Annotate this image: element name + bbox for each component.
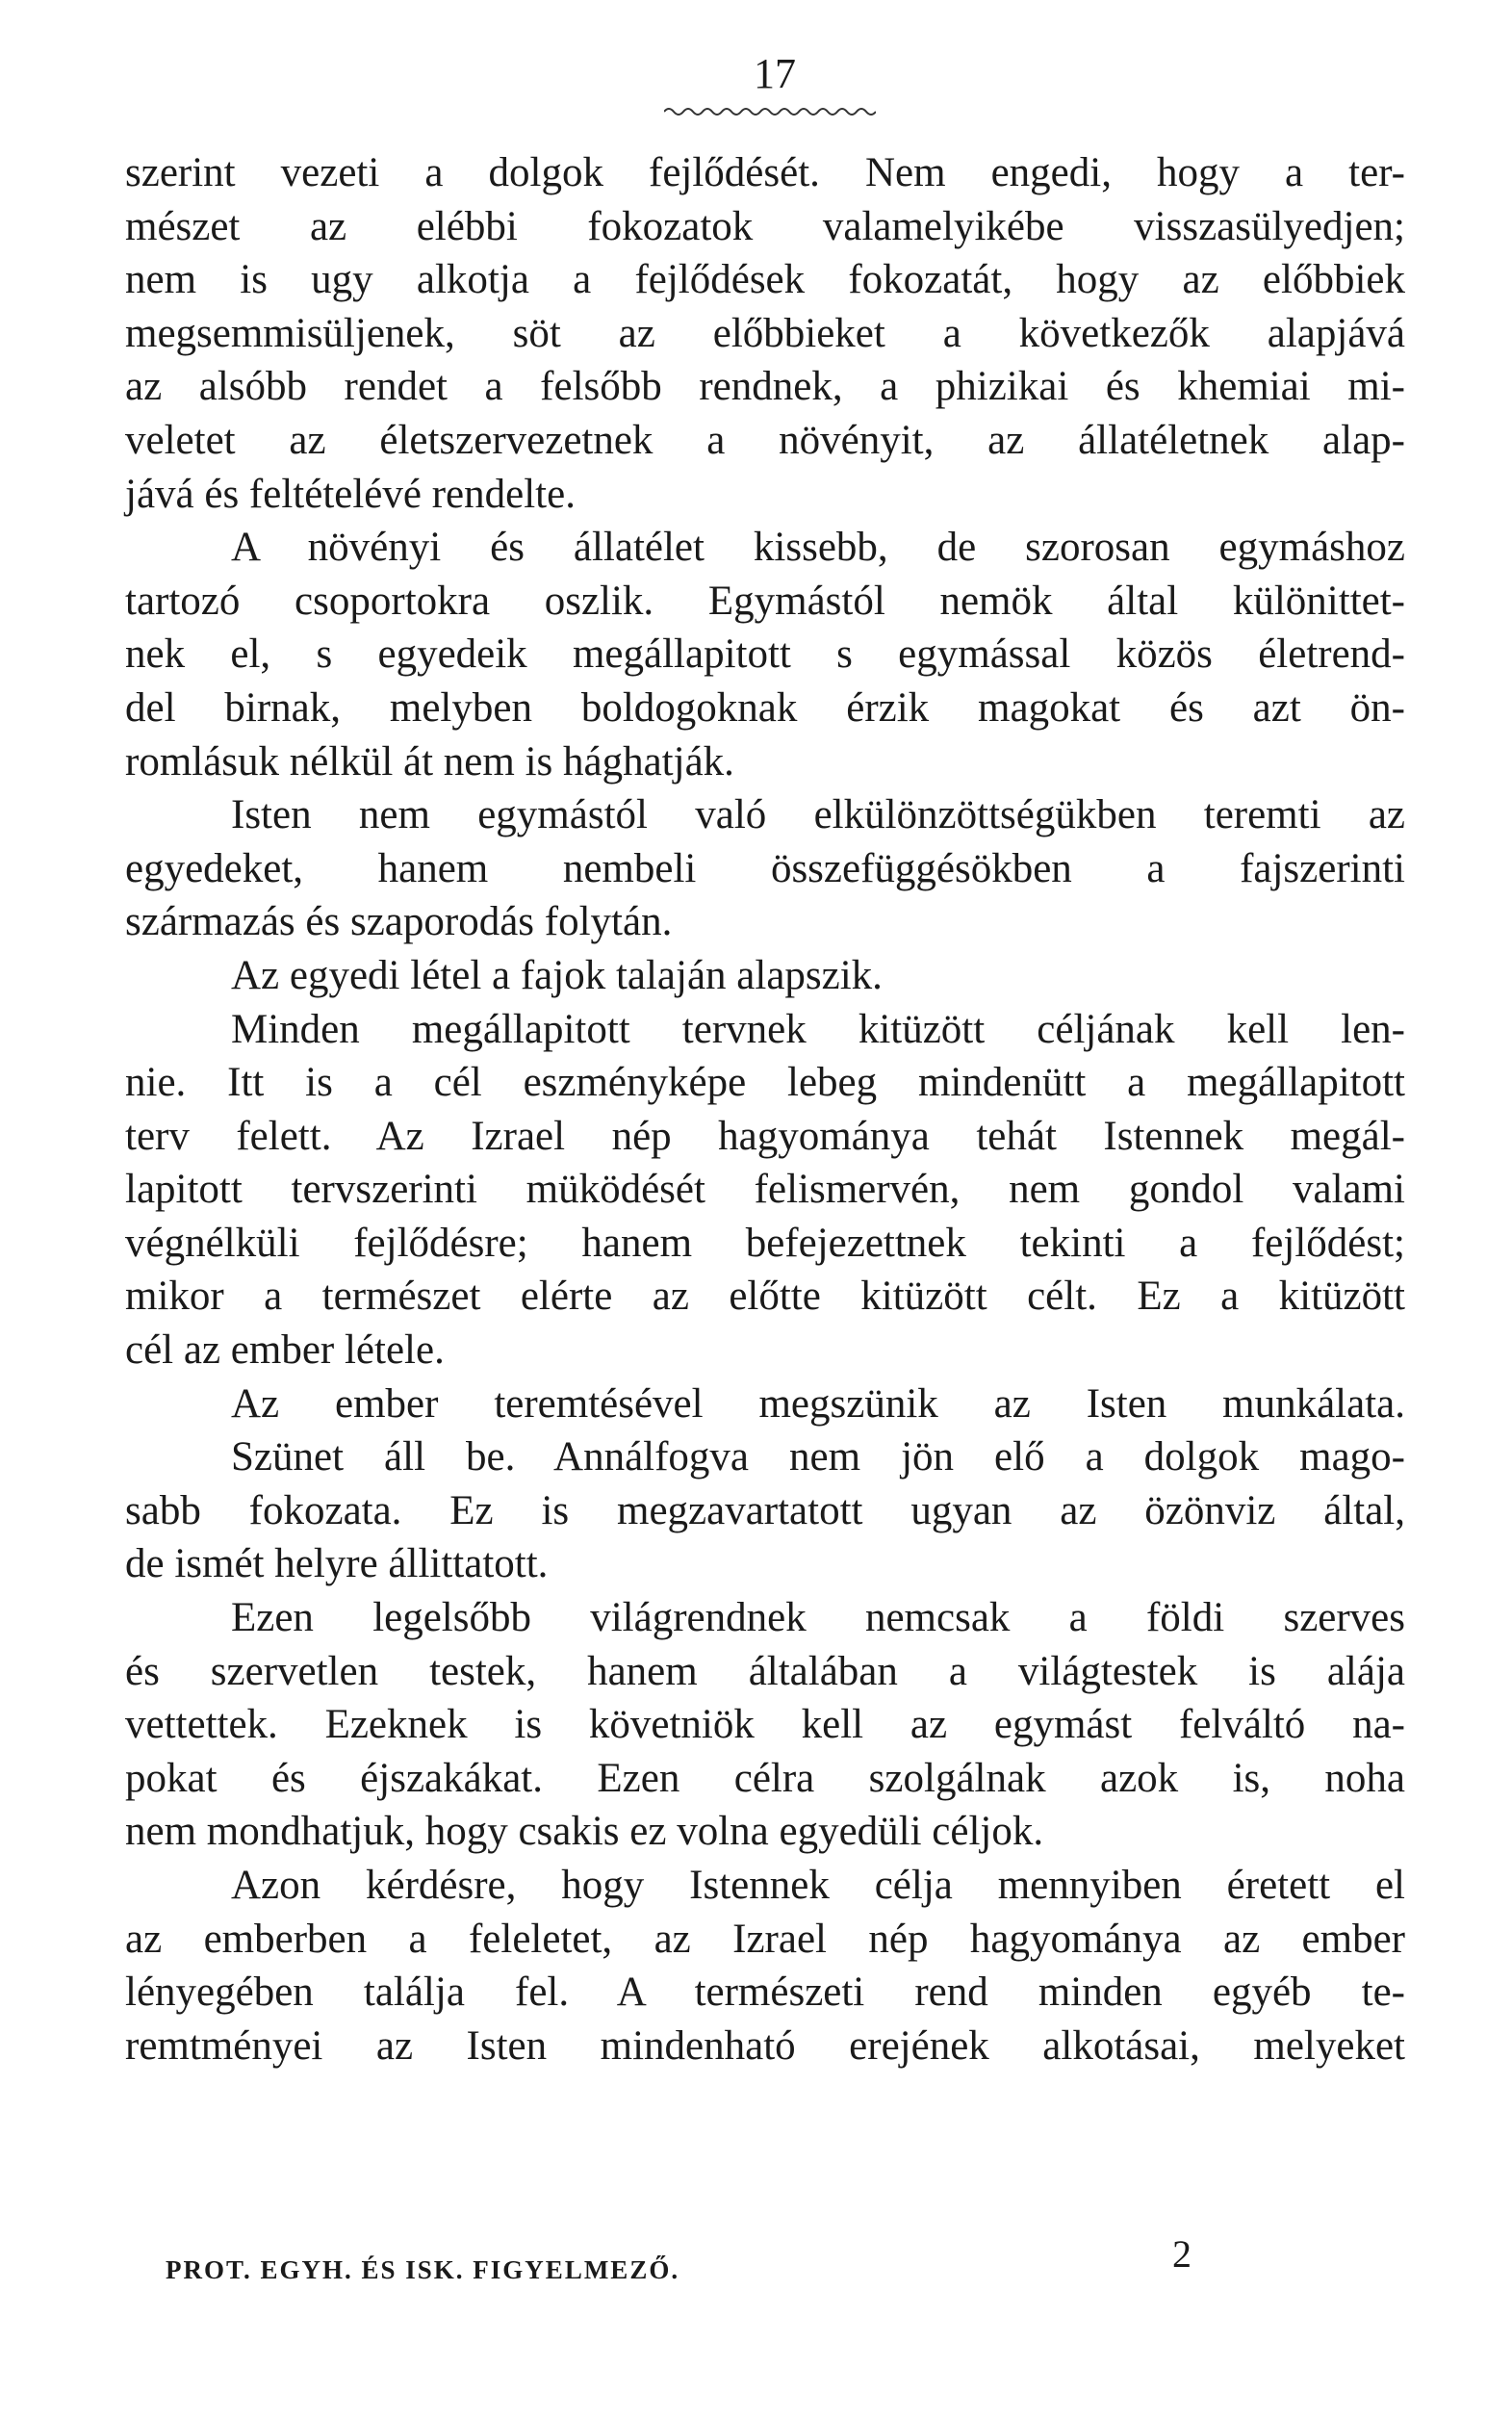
text-line: az alsóbb rendet a felsőbb rendnek, a phizikai és khemiai mi-	[125, 364, 1405, 410]
text-line: mészet az elébbi fokozatok valamelyikébe visszasülyedjen;	[125, 203, 1405, 249]
text-line: Szünet áll be. Annálfogva nem jön elő a dolgok mago-	[231, 1434, 1405, 1480]
text-line: veletet az életszervezetnek a növényit, az állatéletnek alap-	[125, 417, 1405, 463]
wavy-rule-ornament	[664, 104, 876, 119]
text-line: egyedeket, hanem nembeli összefüggésökben a fajszerinti	[125, 845, 1405, 891]
text-line: pokat és éjszakákat. Ezen célra szolgálnak azok is, noha	[125, 1755, 1405, 1801]
journal-footer: PROT. EGYH. ÉS ISK. FIGYELMEZŐ.	[166, 2255, 680, 2284]
text-line: Ezen legelsőbb világrendnek nemcsak a földi szerves	[231, 1595, 1405, 1641]
text-line: megsemmisüljenek, söt az előbbieket a következők alapjává	[125, 310, 1405, 356]
text-line: cél az ember létele.	[125, 1327, 445, 1374]
text-line: Azon kérdésre, hogy Istennek célja mennyiben éretett el	[231, 1863, 1405, 1908]
text-line: del birnak, melyben boldogoknak érzik magokat és azt ön-	[125, 684, 1405, 731]
text-line: remtményei az Isten mindenható erejének alkotásai, melyeket	[125, 2022, 1405, 2069]
text-line: vettettek. Ezeknek is követniök kell az egymást felváltó na-	[125, 1702, 1405, 1748]
text-line: terv felett. Az Izrael nép hagyománya tehát Istennek megál-	[125, 1113, 1405, 1159]
text-line: származás és szaporodás folytán.	[125, 899, 673, 945]
text-line: sabb fokozata. Ez is megzavartatott ugyan az özönviz által,	[125, 1487, 1405, 1533]
text-line: nem mondhatjuk, hogy csakis ez volna egyedüli céljok.	[125, 1809, 1044, 1855]
text-line: nie. Itt is a cél eszményképe lebeg mindenütt a megállapitott	[125, 1060, 1405, 1106]
text-line: lényegében találja fel. A természeti rend minden egyéb te-	[125, 1969, 1405, 2016]
text-line: végnélküli fejlődésre; hanem befejezettnek tekinti a fejlődést;	[125, 1220, 1405, 1266]
text-line: romlásuk nélkül át nem is hághatják.	[125, 738, 734, 785]
text-line: nem is ugy alkotja a fejlődések fokozatát, hogy az előbbiek	[125, 257, 1405, 303]
page-number: 17	[754, 50, 796, 97]
text-line: Minden megállapitott tervnek kitüzött céljának kell len-	[231, 1006, 1405, 1052]
body-text	[125, 146, 1405, 2072]
text-line: és szervetlen testek, hanem általában a világtestek is alája	[125, 1648, 1405, 1694]
text-line: Isten nem egymástól való elkülönzöttségükben teremti az	[231, 792, 1405, 838]
signature-mark: 2	[1172, 2232, 1192, 2276]
text-line: de ismét helyre állittatott.	[125, 1541, 549, 1587]
text-line: mikor a természet elérte az előtte kitüzött célt. Ez a kitüzött	[125, 1274, 1405, 1320]
text-line: tartozó csoportokra oszlik. Egymástól nemök által különittet-	[125, 578, 1405, 624]
text-line: Az ember teremtésével megszünik az Isten munkálata.	[231, 1380, 1405, 1427]
text-line: Az egyedi létel a fajok talaján alapszik.	[231, 952, 883, 998]
text-line: nek el, s egyedeik megállapitott s egymással közös életrend-	[125, 631, 1405, 678]
text-line: A növényi és állatélet kissebb, de szorosan egymáshoz	[231, 525, 1405, 571]
text-line: szerint vezeti a dolgok fejlődését. Nem engedi, hogy a ter-	[125, 150, 1405, 195]
text-line: lapitott tervszerinti müködését felismervén, nem gondol valami	[125, 1167, 1405, 1213]
text-line: az emberben a feleletet, az Izrael nép hagyománya az ember	[125, 1916, 1405, 1962]
text-line: jává és feltételévé rendelte.	[125, 471, 576, 517]
